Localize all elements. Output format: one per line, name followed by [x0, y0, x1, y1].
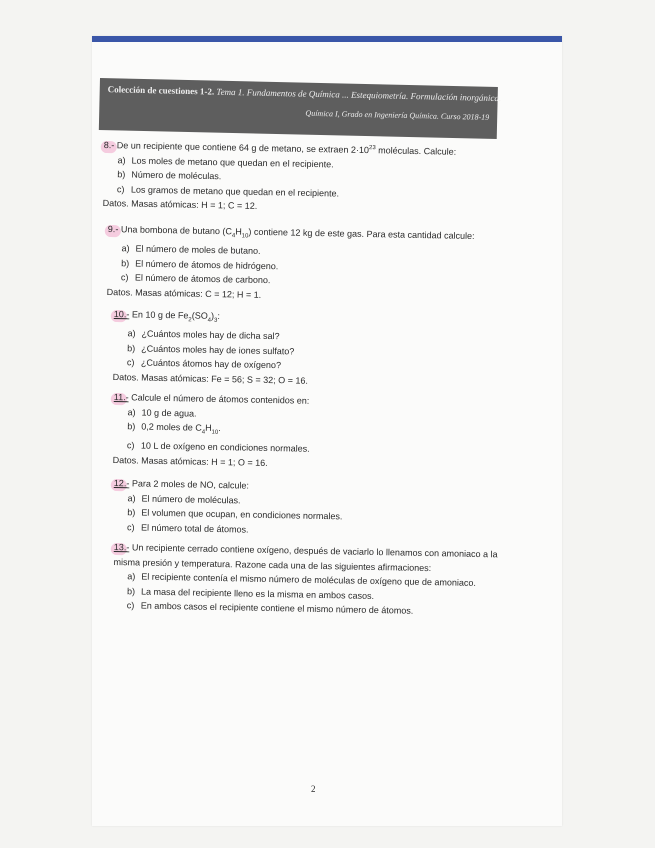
subscript: 10 [241, 233, 249, 240]
option-text: El número de átomos de hidrógeno. [135, 258, 279, 272]
option-label: c) [126, 440, 135, 451]
question-9 [107, 222, 475, 306]
document-header [99, 78, 502, 139]
option-text: Los gramos de metano que quedan en el recipiente. [130, 184, 340, 199]
option-label: b) [127, 421, 136, 432]
formula-part: (SO [191, 310, 208, 321]
question-10-data: Datos. Masas atómicas: Fe = 56; S = 32; O = 16. [112, 371, 309, 386]
question-12-number: 12.- [113, 477, 130, 489]
question-8-exponent: 23 [368, 145, 376, 152]
option-label: c) [120, 272, 129, 283]
page-number: 2 [311, 784, 316, 794]
option-text: ¿Cuántos átomos hay de oxígeno? [140, 357, 282, 371]
question-8-text-end: moléculas. Calcule: [375, 145, 457, 157]
option-label: b) [117, 169, 126, 180]
question-9-data: Datos. Masas atómicas: C = 12; H = 1. [106, 286, 262, 300]
question-10-number: 10.- [113, 308, 130, 320]
question-9-number: 9.- [107, 223, 119, 235]
question-9-text-end: ) contiene 12 kg de este gas. Para esta cantidad calcule: [248, 226, 475, 242]
option-label: a) [127, 492, 136, 503]
formula-part: H [205, 422, 212, 433]
option-text: Los moles de metano que quedan en el recipiente. [131, 155, 334, 169]
question-8-data: Datos. Masas atómicas: H = 1; C = 12. [102, 197, 258, 211]
option-label: c) [126, 521, 135, 532]
option-label: a) [127, 328, 136, 339]
subscript: 4 [207, 317, 212, 324]
option-label: b) [127, 343, 136, 354]
option-label: b) [127, 507, 136, 518]
formula-part: . [218, 423, 221, 434]
question-11 [113, 390, 311, 471]
subscript: 2 [188, 317, 192, 324]
question-8-text: De un recipiente que contiene 64 g de metano, se extraen 2·10 [114, 140, 370, 156]
subscript: 4 [201, 429, 206, 436]
option-text: ¿Cuántos moles hay de iones sulfato? [141, 343, 295, 357]
question-10 [113, 307, 310, 388]
question-11-number: 11.- [113, 391, 129, 403]
option-text: El número total de átomos. [140, 522, 249, 535]
header-course-topic: Tema 1. Fundamentos de Química ... Estequiometría. Formulación inorgánica. [214, 86, 502, 104]
option-text: En ambos casos el recipiente contiene el mismo número de átomos. [140, 600, 414, 616]
header-course-line [107, 84, 502, 104]
question-11-text: Calcule el número de átomos contenidos en: [128, 392, 310, 406]
option-label: c) [126, 600, 135, 611]
option-label: a) [117, 154, 126, 165]
formula-part: H [235, 226, 242, 237]
header-subtitle: Química I, Grado en Ingeniería Química. Curso 2018-19 [305, 108, 490, 122]
question-9-text: Una bombona de butano (C [118, 224, 233, 237]
option-text: ¿Cuántos moles hay de dicha sal? [141, 328, 280, 342]
option-text: El recipiente contenía el mismo número de moléculas de oxígeno que de amoniaco. [141, 571, 477, 588]
option-text: 10 g de agua. [141, 407, 197, 419]
top-color-bar [92, 36, 562, 42]
question-13-number: 13.- [113, 541, 130, 553]
question-10-text-end: : [217, 310, 221, 322]
option-text: El volumen que ocupan, en condiciones normales. [141, 507, 343, 522]
option-text: El número de moléculas. [141, 493, 241, 505]
question-8 [103, 136, 457, 217]
subscript: 10 [211, 429, 219, 436]
subscript: 4 [231, 233, 236, 240]
option-text: 0,2 moles de C [141, 421, 202, 433]
question-12-text: Para 2 moles de NO, calcule: [129, 478, 250, 491]
question-12 [113, 476, 343, 538]
option-label: b) [126, 585, 136, 596]
option-label: c) [126, 357, 135, 368]
option-text: 10 L de oxígeno en condiciones normales. [140, 440, 310, 455]
question-13-text: Un recipiente cerrado contiene oxígeno, después de vaciarlo lo llenamos con amoniaco a la [129, 542, 498, 560]
question-11-data: Datos. Masas atómicas: H = 1; O = 16. [112, 454, 268, 468]
option-text: El número de átomos de carbono. [134, 272, 271, 286]
option-text: El número de moles de butano. [135, 243, 261, 257]
document-page [92, 36, 562, 826]
header-course-bold: Colección de cuestiones 1-2. [107, 84, 215, 97]
question-8-number: 8.- [103, 139, 115, 151]
option-text: La masa del recipiente lleno es la misma en ambos casos. [140, 586, 375, 601]
formula-part: ) [211, 310, 215, 321]
option-label: a) [127, 406, 136, 417]
option-label: c) [116, 183, 125, 194]
subscript: 3 [213, 317, 218, 324]
option-label: a) [127, 571, 136, 582]
question-10-text: En 10 g de Fe [129, 309, 189, 321]
option-label: a) [121, 243, 130, 254]
option-label: b) [121, 258, 130, 269]
option-text: Número de moléculas. [131, 169, 222, 182]
question-13-statement-line2: misma presión y temperatura. Razone cada una de las siguientes afirmaciones: [113, 556, 432, 573]
question-13 [113, 540, 498, 620]
